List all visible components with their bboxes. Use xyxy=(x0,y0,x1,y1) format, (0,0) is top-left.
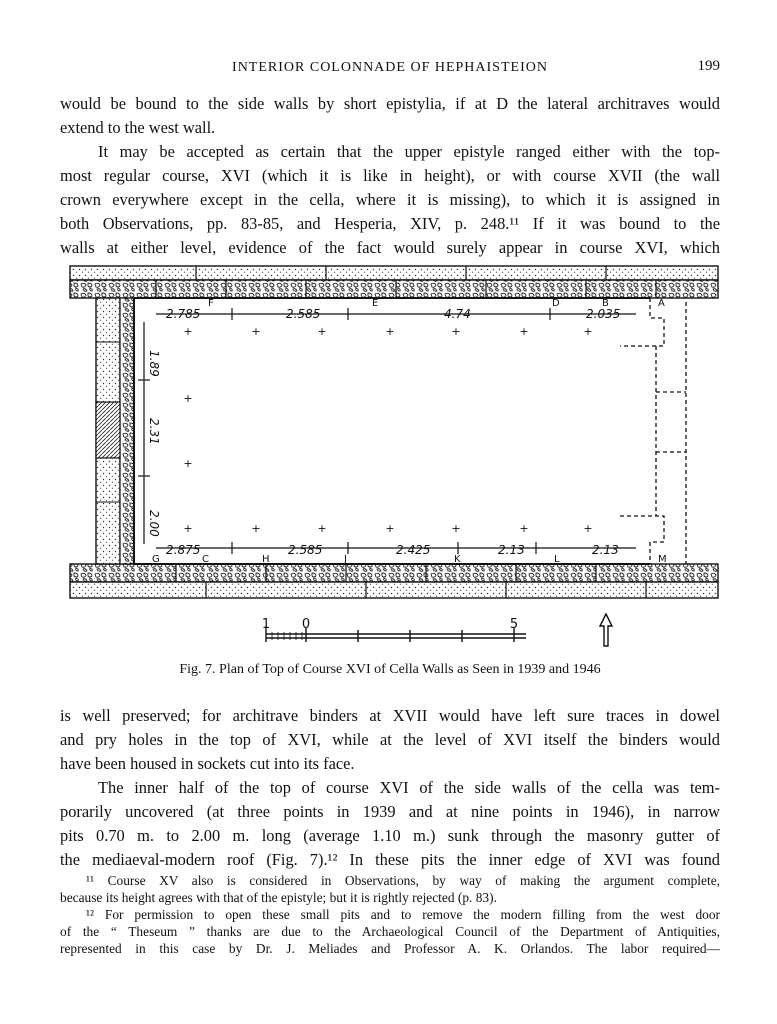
svg-text:+: + xyxy=(251,522,261,535)
figure-caption: Fig. 7. Plan of Top of Course XVI of Cella Walls as Seen in 1939 and 1946 xyxy=(179,662,601,677)
reference-letter: E xyxy=(372,298,379,309)
page-number: 199 xyxy=(697,58,720,74)
reference-letter: K xyxy=(454,554,461,565)
dimension-label: 2.875 xyxy=(166,543,201,557)
paragraph-3 xyxy=(60,704,720,776)
reference-letter: L xyxy=(554,554,560,565)
text-line: would be bound to the side walls by short epistylia, if at D the lateral architraves would xyxy=(60,94,720,113)
cella-plan-drawing xyxy=(66,262,722,654)
text-line: crown everywhere except in the cella, where it is missing), to which it is assigned in xyxy=(60,190,720,209)
footnotes xyxy=(60,872,720,957)
reference-letter: A xyxy=(658,298,665,309)
scale-label: 1 xyxy=(261,617,271,632)
reference-letter: F xyxy=(208,298,214,309)
dimension-label: 2.585 xyxy=(286,307,321,321)
svg-text:+: + xyxy=(183,392,193,405)
reference-letter: H xyxy=(262,554,270,565)
text-line: pits 0.70 m. to 2.00 m. long (average 1.10 m.) sunk through the masonry gutter of xyxy=(60,826,720,845)
dimension-label: 2.585 xyxy=(288,543,323,557)
dimension-label: 2.425 xyxy=(396,543,431,557)
running-header xyxy=(60,58,720,80)
reference-letter: G xyxy=(152,554,160,565)
reference-letter: M xyxy=(658,554,667,565)
wall-west-hatched xyxy=(96,402,120,458)
text-line: It may be accepted as certain that the upper epistyle ranged either with the top- xyxy=(98,142,720,161)
text-line: The inner half of the top of course XVI of the side walls of the cella was tem- xyxy=(98,778,720,797)
dimension-label: 2.13 xyxy=(498,543,525,557)
reference-letter: J xyxy=(344,554,347,565)
reference-letter: D xyxy=(552,298,560,309)
footnote-line: ¹¹ Course XV also is considered in Observations, by way of making the argument complete, xyxy=(86,873,720,888)
scale-label: 0 xyxy=(301,617,311,632)
text-line: is well preserved; for architrave binders at XVII would have left sure traces in dowel xyxy=(60,706,720,725)
reference-letter: C xyxy=(202,554,209,565)
dimension-label: 1.89 xyxy=(147,350,161,377)
footnote-line: represented in this case by Dr. J. Meliades and Professor A. K. Orlandos. The labor required— xyxy=(60,941,720,956)
svg-text:+: + xyxy=(317,325,327,338)
svg-text:+: + xyxy=(385,325,395,338)
svg-text:+: + xyxy=(183,522,193,535)
svg-text:+: + xyxy=(317,522,327,535)
dimension-label: 2.13 xyxy=(592,543,619,557)
svg-text:+: + xyxy=(183,457,193,470)
svg-text:+: + xyxy=(451,522,461,535)
text-line: have been housed in sockets cut into its face. xyxy=(60,754,355,773)
text-line: both Observations, pp. 83-85, and Hesperia, XIV, p. 248.¹¹ If it was bound to the xyxy=(60,214,720,233)
footnote-line: because its height agrees with that of the epistyle; but it is rightly rejected (p. 83). xyxy=(60,890,497,905)
scale-label: 5 xyxy=(509,617,519,632)
paragraph-4 xyxy=(60,776,720,872)
svg-text:+: + xyxy=(385,522,395,535)
wall-band-top-rubble xyxy=(70,280,718,298)
paragraph-1 xyxy=(60,92,720,140)
dimension-label: 2.785 xyxy=(166,307,201,321)
wall-band-bottom-outer xyxy=(70,582,718,598)
wall-west-rubble xyxy=(120,298,134,564)
running-title: INTERIOR COLONNADE OF HEPHAISTEION xyxy=(232,60,548,75)
svg-text:+: + xyxy=(183,325,193,338)
dimension-label: 2.00 xyxy=(147,510,161,537)
footnote-line: of the “ Theseum ” thanks are due to the Archaeological Council of the Department of Antiquities, xyxy=(60,924,720,939)
dimension-label: 2.035 xyxy=(586,307,621,321)
dimension-label: 4.74 xyxy=(444,307,471,321)
footnote-12 xyxy=(60,906,720,957)
svg-text:+: + xyxy=(519,325,529,338)
text-line: porarily uncovered (at three points in 1939 and at nine points in 1946), in narrow xyxy=(60,802,720,821)
text-line: walls at either level, evidence of the fact would surely appear in course XVI, which xyxy=(60,238,720,257)
svg-text:+: + xyxy=(519,522,529,535)
svg-text:+: + xyxy=(583,325,593,338)
text-line: extend to the west wall. xyxy=(60,118,216,137)
north-arrow-icon xyxy=(600,614,612,646)
wall-band-bottom-rubble xyxy=(70,564,718,582)
text-line: and pry holes in the top of XVI, while at the level of XVI itself the binders would xyxy=(60,730,720,749)
reference-letter: B xyxy=(602,298,609,309)
text-line: most regular course, XVI (which it is like in height), or with course XVII (the wall xyxy=(60,166,720,185)
dimension-label: 2.31 xyxy=(147,418,161,445)
svg-text:+: + xyxy=(583,522,593,535)
footnote-11 xyxy=(60,872,720,906)
footnote-line: ¹² For permission to open these small pits and to remove the modern filling from the west door xyxy=(86,907,720,922)
wall-band-top-outer xyxy=(70,266,718,280)
svg-text:+: + xyxy=(251,325,261,338)
paragraph-2 xyxy=(60,140,720,260)
text-line: the mediaeval-modern roof (Fig. 7).¹² In these pits the inner edge of XVI was found xyxy=(60,850,720,869)
plan-figure xyxy=(66,262,722,654)
svg-text:+: + xyxy=(451,325,461,338)
